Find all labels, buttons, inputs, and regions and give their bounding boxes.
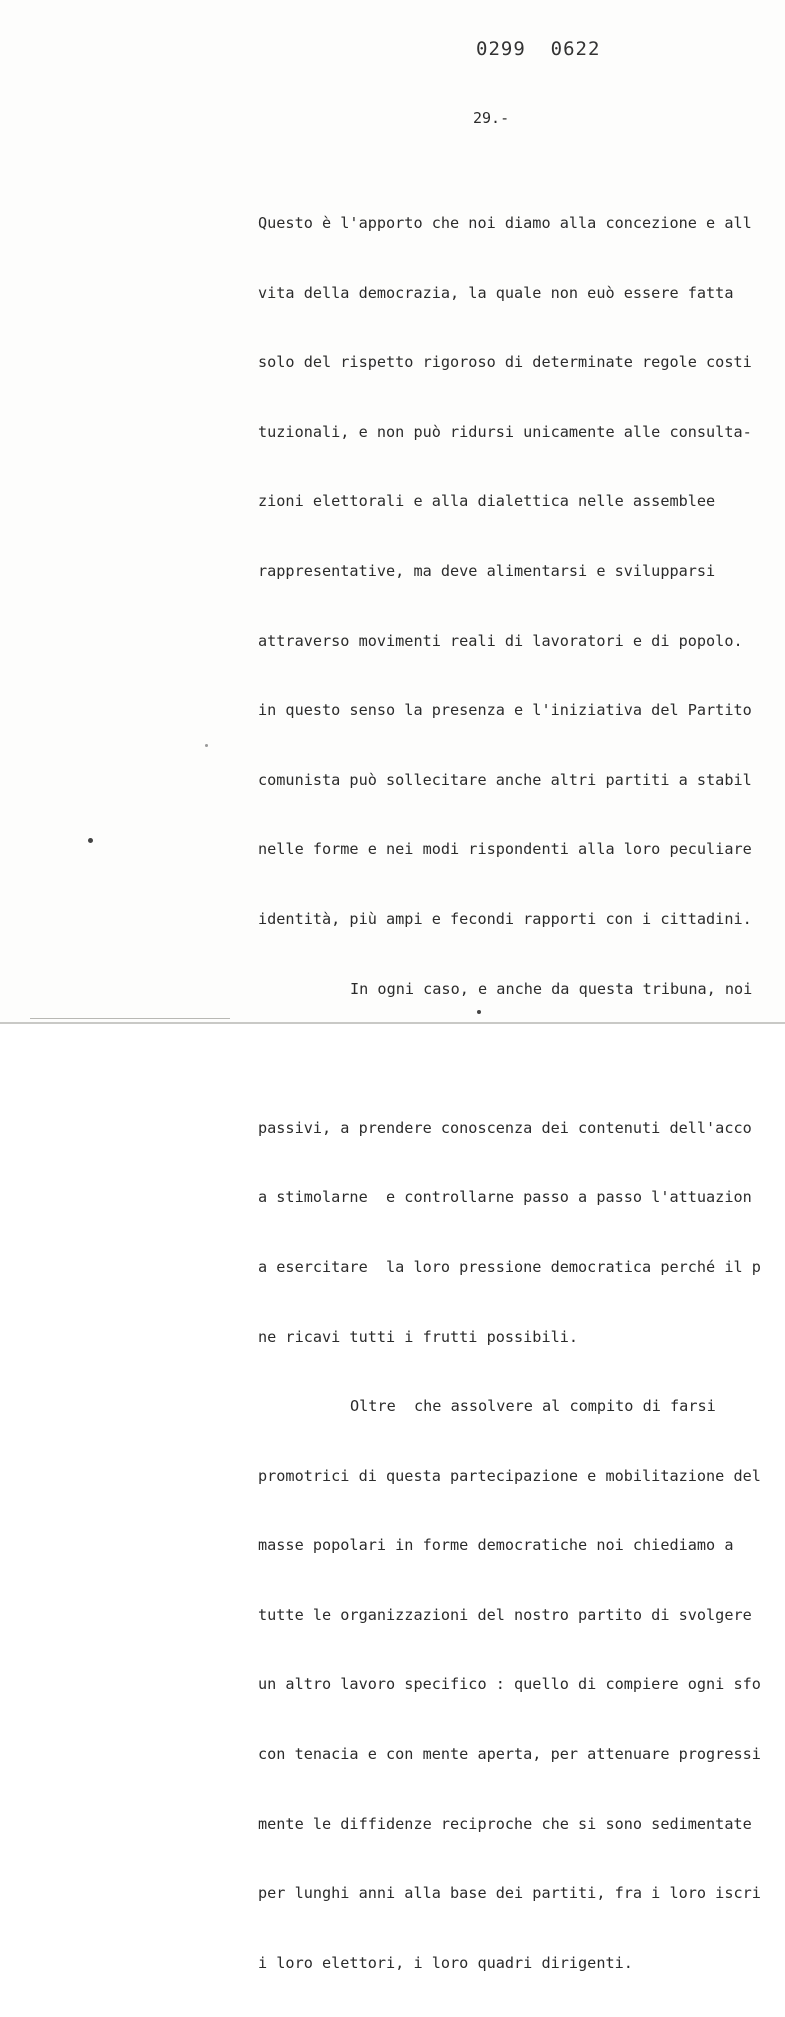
text-line: ne ricavi tutti i frutti possibili. bbox=[258, 1327, 579, 1346]
text-line: tutte le organizzazioni del nostro partito di svolgere bbox=[258, 1605, 752, 1624]
text-line: in questo senso la presenza e l'iniziativa del Partito bbox=[258, 701, 752, 720]
ink-speck bbox=[88, 838, 93, 843]
document-number: 0299 0622 bbox=[476, 38, 601, 60]
text-line: per lunghi anni alla base dei partiti, fra i loro iscri bbox=[258, 1884, 761, 1903]
text-line: un altro lavoro specifico : quello di compiere ogni sfo bbox=[258, 1675, 761, 1694]
text-line: zioni elettorali e alla dialettica nelle assemblee bbox=[258, 492, 716, 511]
text-line: tuzionali, e non può ridursi unicamente alle consulta- bbox=[258, 422, 752, 441]
text-line: vita della democrazia, la quale non euò essere fatta bbox=[258, 283, 734, 302]
paragraph-start-line: In ogni caso, e anche da questa tribuna, noi bbox=[350, 979, 753, 998]
text-line: nelle forme e nei modi rispondenti alla loro peculiare bbox=[258, 840, 752, 859]
text-line: a stimolarne e controllarne passo a passo l'attuazion bbox=[258, 1188, 752, 1207]
text-line: Questo è l'apporto che noi diamo alla concezione e all bbox=[258, 214, 752, 232]
scan-background bbox=[0, 1024, 785, 1080]
text-line: passivi, a prendere conoscenza dei contenuti dell'acco bbox=[258, 1118, 752, 1137]
text-line: masse popolari in forme democratiche noi chiediamo a bbox=[258, 1536, 734, 1555]
text-line: identità, più ampi e fecondi rapporti con i cittadini. bbox=[258, 909, 752, 928]
ink-speck bbox=[205, 744, 208, 747]
text-line: con tenacia e con mente aperta, per attenuare progressi bbox=[258, 1745, 761, 1764]
text-line: mente le diffidenze reciproche che si sono sedimentate bbox=[258, 1814, 752, 1833]
page-number: 29.- bbox=[473, 109, 510, 127]
text-line: attraverso movimenti reali di lavoratori e di popolo. bbox=[258, 631, 743, 650]
text-line: promotrici di questa partecipazione e mobilitazione del bbox=[258, 1466, 761, 1485]
text-line: comunista può sollecitare anche altri partiti a stabil bbox=[258, 770, 752, 789]
text-line: rappresentative, ma deve alimentarsi e svilupparsi bbox=[258, 561, 716, 580]
text-line: solo del rispetto rigoroso di determinate regole costi bbox=[258, 353, 752, 372]
body-text bbox=[258, 170, 785, 2017]
text-line: i loro elettori, i loro quadri dirigenti. bbox=[258, 1953, 633, 1972]
paragraph-start-line: Oltre che assolvere al compito di farsi bbox=[350, 1397, 716, 1416]
ink-speck bbox=[477, 1010, 481, 1014]
text-line: a esercitare la loro pressione democratica perché il p bbox=[258, 1257, 761, 1276]
page-shadow bbox=[30, 1018, 230, 1019]
